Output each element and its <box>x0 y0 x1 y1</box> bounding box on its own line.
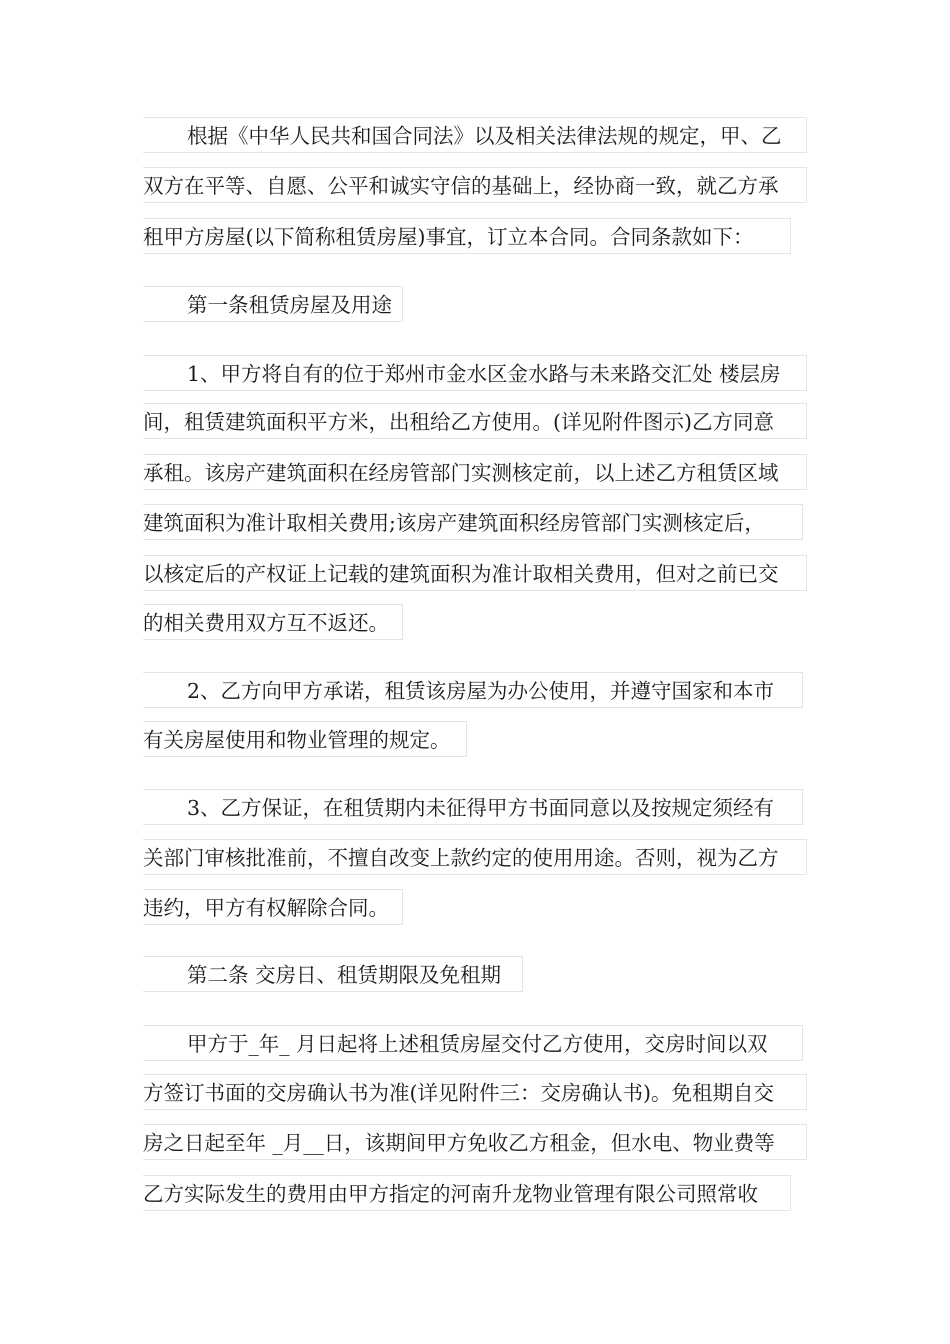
clause-1-line-5: 以核定后的产权证上记载的建筑面积为准计取相关费用，但对之前已交 <box>143 555 807 591</box>
article-2-line-4: 乙方实际发生的费用由甲方指定的河南升龙物业管理有限公司照常收 <box>143 1175 791 1211</box>
clause-3-line-1: 3、乙方保证，在租赁期内未征得甲方书面同意以及按规定须经有 <box>143 789 803 825</box>
clause-1-line-4: 建筑面积为准计取相关费用;该房产建筑面积经房管部门实测核定后， <box>143 504 803 540</box>
clause-2-line-2: 有关房屋使用和物业管理的规定。 <box>143 721 467 757</box>
paragraph-intro-line-3: 租甲方房屋(以下简称租赁房屋)事宜，订立本合同。合同条款如下： <box>143 218 791 254</box>
article-2-line-1: 甲方于_年_ 月日起将上述租赁房屋交付乙方使用，交房时间以双 <box>143 1025 803 1061</box>
clause-1-line-3: 承租。该房产建筑面积在经房管部门实测核定前，以上述乙方租赁区域 <box>143 454 807 490</box>
clause-2-line-1: 2、乙方向甲方承诺，租赁该房屋为办公使用，并遵守国家和本市 <box>143 672 803 708</box>
article-2-line-2: 方签订书面的交房确认书为准(详见附件三：交房确认书)。免租期自交 <box>143 1074 807 1110</box>
article-1-heading: 第一条租赁房屋及用途 <box>143 286 403 322</box>
clause-1-line-2: 间，租赁建筑面积平方米，出租给乙方使用。(详见附件图示)乙方同意 <box>143 403 807 439</box>
clause-1-line-1: 1、甲方将自有的位于郑州市金水区金水路与未来路交汇处 楼层房 <box>143 355 807 391</box>
clause-1-line-6: 的相关费用双方互不返还。 <box>143 604 403 640</box>
clause-3-line-3: 违约，甲方有权解除合同。 <box>143 889 403 925</box>
clause-3-line-2: 关部门审核批准前，不擅自改变上款约定的使用用途。否则，视为乙方 <box>143 839 807 875</box>
article-2-line-3: 房之日起至年 _月__日，该期间甲方免收乙方租金，但水电、物业费等 <box>143 1124 807 1160</box>
paragraph-intro-line-2: 双方在平等、自愿、公平和诚实守信的基础上，经协商一致，就乙方承 <box>143 167 807 203</box>
paragraph-intro-line-1: 根据《中华人民共和国合同法》以及相关法律法规的规定，甲、乙 <box>143 117 807 153</box>
article-2-heading: 第二条 交房日、租赁期限及免租期 <box>143 956 523 992</box>
